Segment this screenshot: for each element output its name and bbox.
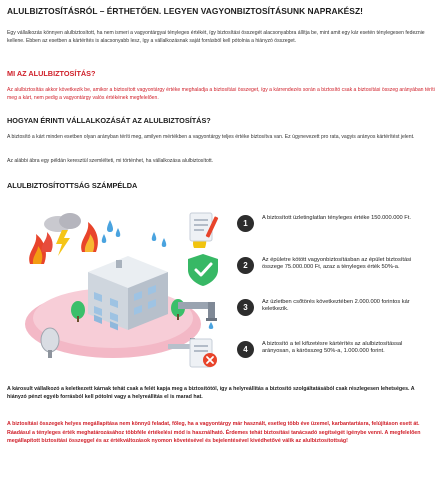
- shield-check-icon: [176, 252, 230, 288]
- step-text: A biztosított üzletinglatlan tényleges értéke 150.000.000 Ft.: [262, 215, 411, 221]
- step-number: 3: [237, 299, 254, 316]
- section-heading-what-is: MI AZ ALULBIZTOSÍTÁS?: [7, 69, 96, 78]
- conclusion-red-text: A biztosítási összegek helyes megállapítása nem könnyű feladat, főleg, ha a vagyontárgy már használt, esetleg több éve üzemel, karbantartásra, felújításon esett át. Ráadásul a tényleges érték meghatározásához többféle értékelési mód is használható. Érdemes tehát biztosítási tanácsadó segítségét igénybe venni. A megfelelően megállapított biztosítási összeggel és az értékváltozások nyomon követésével és bejelentésével kivédhetővé válik az alulbiztosítottság!: [7, 421, 421, 445]
- conclusion-bold-text: A károsult vállalkozó a keletkezett kárnak tehát csak a felét kapja meg a biztosítótól, így a helyreállítás a biztosító szolgáltatásából csak részlegesen lehetséges. A hiányzó pénzt egyéb forrásból kell pótolni vagy a helyreállítás el is marad hat.: [7, 386, 415, 401]
- fire-icon: [42, 232, 53, 252]
- example-step-4: [176, 336, 436, 372]
- section-heading-how-affects: HOGYAN ÉRINTI VÁLLALKOZÁSÁT AZ ALULBIZTOSÍTÁS?: [7, 116, 211, 125]
- water-drops-icon: [152, 232, 167, 247]
- step-number: 2: [237, 257, 254, 274]
- step-text: Az üzletben csőtörés következtében 2.000.000 forintos kár keletkezik.: [262, 299, 410, 313]
- example-steps: [176, 210, 436, 380]
- example-step-3: [176, 294, 436, 330]
- example-step-1: [176, 210, 436, 246]
- example-step-2: [176, 252, 436, 288]
- intro-paragraph: Egy vállalkozás könnyen alulbiztosított, ha nem ismeri a vagyontárgyai tényleges értékét, így biztosítási összegét alacsonyabbra állítja be, mint amit egy kár esetén ténylegesen fedeznie kellene. Ebben az esetben a kártérítés is alacsonyabb lesz, így a vállalkozásnak saját forrásból kell pótolnia a hiányzó összeget.: [7, 30, 425, 44]
- section-what-is-text: Az alulbiztosítás akkor következik be, amikor a biztosított vagyontárgy értéke meghaladja a biztosítási összeget, így a kárrendezés során a biztosító csak a biztosítási összeg arányában téríti meg a kárt, nem pedig a vagyontárgy valós értékének megfelelően.: [7, 87, 435, 101]
- document-reject-icon: [176, 336, 230, 372]
- section-how-affects-text-2: Az alábbi ábra egy példán keresztül szemlélteti, mi történhet, ha vállalkozása alulbiztosított.: [7, 158, 214, 164]
- water-drops-icon: [102, 220, 121, 243]
- step-text: Az épületre kötött vagyonbiztosításban az épület biztosítási összege 75.000.000 Ft, azaz a tényleges érték 50%-a.: [262, 257, 412, 271]
- section-how-affects-text-1: A biztosító a kárt minden esetben olyan arányban téríti meg, amilyen mértékben a vagyontárgy teljes értéke biztosítva van. Ez úgynevezett pro rata, vagyis arányos kártérítést jelent.: [7, 134, 415, 140]
- water-pipe-icon: [176, 294, 230, 330]
- page-title: ALULBIZTOSÍTÁSRÓL – ÉRTHETŐEN. LEGYEN VAGYONBIZTOSÍTÁSUNK NAPRAKÉSZ!: [7, 6, 363, 16]
- satellite-dish-icon: [41, 328, 59, 358]
- fire-icon: [81, 222, 98, 252]
- document-with-pen-icon: [176, 210, 230, 246]
- step-text: A biztosító a tel kifizetésre kártérítés az alulbiztosítással arányosan, a kárösszeg 50%-a, 1.000.000 forint.: [262, 341, 403, 355]
- step-number: 1: [237, 215, 254, 232]
- example-heading: ALULBIZTOSÍTOTTSÁG SZÁMPÉLDA: [7, 181, 138, 190]
- step-number: 4: [237, 341, 254, 358]
